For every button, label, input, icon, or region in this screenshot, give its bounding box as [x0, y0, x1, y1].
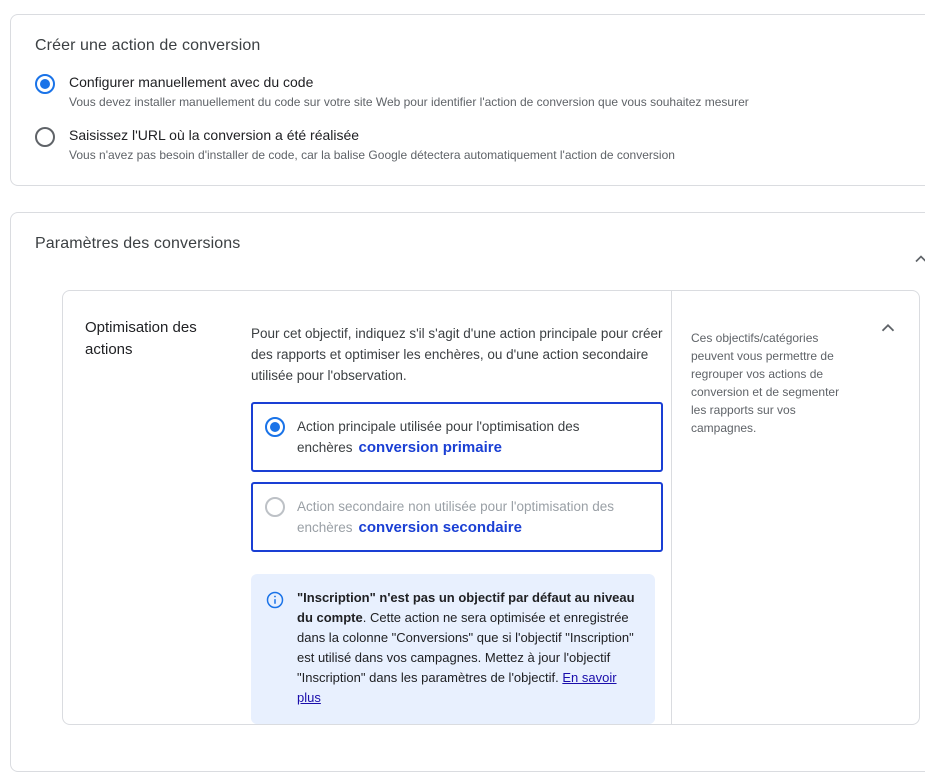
info-callout-text — [297, 588, 639, 708]
radio-option-secondary-action-text — [297, 496, 651, 538]
radio-button-manual-code[interactable] — [35, 74, 55, 94]
info-callout — [251, 574, 655, 724]
radio-option-url-label: Saisissez l'URL où la conversion a été réalisée — [69, 127, 360, 143]
chevron-up-icon[interactable] — [911, 249, 925, 269]
radio-option-manual-code-description: Vous devez installer manuellement du code sur votre site Web pour identifier l'action de conversion que vous souhaitez mesurer — [69, 95, 749, 109]
radio-button-primary-action[interactable] — [265, 417, 285, 437]
chevron-up-icon-panel[interactable] — [877, 317, 899, 339]
info-icon — [265, 590, 285, 610]
panel-help-note: Ces objectifs/catégories peuvent vous permettre de regrouper vos actions de conversion et de segmenter les rapports sur vos campagnes. — [691, 331, 840, 435]
panel-description: Pour cet objectif, indiquez s'il s'agit d'une action principale pour créer des rapports et optimiser les enchères, ou d'une action secondaire utilisée pour l'observation. — [251, 326, 663, 383]
radio-option-primary-action-text — [297, 416, 651, 458]
create-conversion-action-card — [10, 14, 925, 186]
radio-option-manual-code-label: Configurer manuellement avec du code — [69, 74, 314, 90]
panel-section-title: Optimisation des actions — [85, 319, 197, 358]
radio-option-url-description: Vous n'avez pas besoin d'installer de code, car la balise Google détectera automatiquement l'action de conversion — [69, 148, 675, 162]
radio-option-manual-code-texts — [69, 73, 749, 110]
info-callout-lead: "Inscription" n'est pas un objectif par défaut au niveau du compte — [297, 590, 635, 625]
conversion-settings-title: Paramètres des conversions — [35, 235, 241, 252]
panel-divider — [671, 291, 672, 725]
radio-button-secondary-action[interactable] — [265, 497, 285, 517]
radio-option-secondary-action[interactable] — [251, 482, 663, 552]
info-callout-rest: . Cette action ne sera optimisée et enregistrée dans la colonne "Conversions" que si l'objectif "Inscription" est utilisé dans vos campagnes. Mettez à jour l'objectif "Inscription" dans les paramètres de l'objectif. — [297, 610, 634, 685]
radio-option-primary-action-label: Action principale utilisée pour l'optimisation des enchères — [297, 419, 580, 455]
learn-more-link[interactable]: En savoir plus — [297, 670, 617, 705]
radio-option-url[interactable] — [35, 126, 925, 163]
panel-body — [251, 323, 663, 724]
action-optimization-panel — [62, 290, 920, 725]
radio-option-primary-action[interactable] — [251, 402, 663, 472]
radio-option-url-texts — [69, 126, 675, 163]
annotation-secondary: conversion secondaire — [358, 519, 522, 536]
radio-button-url[interactable] — [35, 127, 55, 147]
radio-option-secondary-action-label: Action secondaire non utilisée pour l'optimisation des enchères — [297, 499, 615, 535]
page-title: Créer une action de conversion — [35, 37, 261, 54]
radio-option-manual-code[interactable] — [35, 73, 925, 110]
annotation-primary: conversion primaire — [358, 439, 502, 456]
